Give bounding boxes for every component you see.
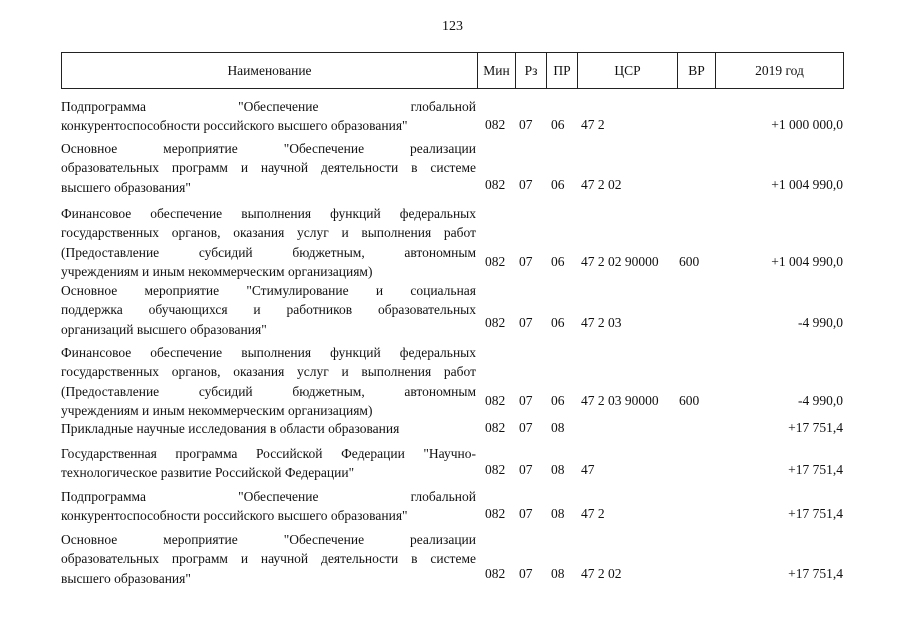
row-name-line: учреждениям и иным некоммерческим организациям) bbox=[61, 263, 373, 279]
row-name-line: конкурентоспособности российского высшего образования" bbox=[61, 508, 408, 524]
row-name-line: образовательных программ и научной деятельности в системе bbox=[61, 551, 476, 567]
row-pr: 06 bbox=[551, 315, 565, 330]
row-name-line: Основное мероприятие "Стимулирование и социальная bbox=[61, 283, 476, 298]
row-name-line: высшего образования" bbox=[61, 570, 191, 586]
row-rz: 07 bbox=[519, 462, 533, 477]
row-csr: 47 2 bbox=[581, 117, 605, 132]
row-pr: 08 bbox=[551, 462, 565, 477]
row-rz: 07 bbox=[519, 254, 533, 269]
row-min: 082 bbox=[485, 254, 506, 269]
row-name-line: Финансовое обеспечение выполнения функций федеральных bbox=[61, 206, 476, 221]
row-min: 082 bbox=[485, 117, 506, 132]
row-csr: 47 2 02 bbox=[581, 177, 622, 192]
row-pr: 06 bbox=[551, 177, 565, 192]
row-name bbox=[61, 343, 476, 420]
row-csr: 47 2 02 bbox=[581, 566, 622, 581]
row-name-line: государственных органов, оказания услуг и выполнения работ bbox=[61, 364, 476, 380]
row-name bbox=[61, 530, 476, 588]
row-rz: 07 bbox=[519, 506, 533, 521]
column-header-vr: ВР bbox=[677, 53, 715, 88]
row-name bbox=[61, 281, 476, 339]
row-pr: 06 bbox=[551, 254, 565, 269]
row-vr: 600 bbox=[679, 393, 700, 408]
row-name-line: государственных органов, оказания услуг и выполнения работ bbox=[61, 225, 476, 241]
row-csr: 47 2 03 bbox=[581, 315, 622, 330]
table-header bbox=[61, 52, 844, 89]
row-rz: 07 bbox=[519, 117, 533, 132]
row-name bbox=[61, 139, 476, 197]
row-min: 082 bbox=[485, 420, 506, 435]
row-sum: -4 990,0 bbox=[798, 315, 843, 330]
row-name-line: Основное мероприятие "Обеспечение реализации bbox=[61, 141, 476, 156]
row-name-line: конкурентоспособности российского высшего образования" bbox=[61, 118, 408, 134]
row-sum: +17 751,4 bbox=[788, 420, 843, 435]
row-name-line: организаций высшего образования" bbox=[61, 321, 267, 337]
row-name bbox=[61, 97, 476, 136]
row-pr: 06 bbox=[551, 393, 565, 408]
row-sum: +17 751,4 bbox=[788, 566, 843, 581]
row-name-line: Основное мероприятие "Обеспечение реализации bbox=[61, 532, 476, 547]
row-rz: 07 bbox=[519, 566, 533, 581]
row-min: 082 bbox=[485, 177, 506, 192]
row-name-line: поддержка обучающихся и работников образовательных bbox=[61, 302, 476, 318]
row-csr: 47 2 02 90000 bbox=[581, 254, 659, 269]
row-rz: 07 bbox=[519, 177, 533, 192]
row-sum: +1 004 990,0 bbox=[771, 254, 843, 269]
row-rz: 07 bbox=[519, 315, 533, 330]
column-header-rz: Рз bbox=[515, 53, 546, 88]
row-min: 082 bbox=[485, 393, 506, 408]
row-name-line: (Предоставление субсидий бюджетным, автономным bbox=[61, 383, 476, 399]
row-sum: +17 751,4 bbox=[788, 462, 843, 477]
row-min: 082 bbox=[485, 315, 506, 330]
row-name bbox=[61, 204, 476, 281]
row-pr: 08 bbox=[551, 506, 565, 521]
column-header-pr: ПР bbox=[546, 53, 577, 88]
row-name-line: высшего образования" bbox=[61, 179, 191, 195]
row-pr: 08 bbox=[551, 420, 565, 435]
row-name-line: учреждениям и иным некоммерческим организациям) bbox=[61, 402, 373, 418]
row-name-line: Подпрограмма "Обеспечение глобальной bbox=[61, 489, 476, 504]
row-pr: 08 bbox=[551, 566, 565, 581]
row-csr: 47 bbox=[581, 462, 595, 477]
row-sum: +1 000 000,0 bbox=[771, 117, 843, 132]
column-header-name: Наименование bbox=[227, 63, 312, 78]
row-csr: 47 2 03 90000 bbox=[581, 393, 659, 408]
row-name-line: Прикладные научные исследования в области образования bbox=[61, 421, 400, 436]
row-sum: -4 990,0 bbox=[798, 393, 843, 408]
row-pr: 06 bbox=[551, 117, 565, 132]
row-rz: 07 bbox=[519, 393, 533, 408]
row-name bbox=[61, 487, 476, 526]
row-name bbox=[61, 444, 476, 483]
row-csr: 47 2 bbox=[581, 506, 605, 521]
row-name-line: технологическое развитие Российской Федерации" bbox=[61, 465, 355, 481]
row-name-line: образовательных программ и научной деятельности в системе bbox=[61, 160, 476, 176]
row-name bbox=[61, 419, 476, 438]
row-name-line: (Предоставление субсидий бюджетным, автономным bbox=[61, 244, 476, 260]
row-rz: 07 bbox=[519, 420, 533, 435]
page-number: 123 bbox=[442, 19, 463, 34]
row-vr: 600 bbox=[679, 254, 700, 269]
row-min: 082 bbox=[485, 566, 506, 581]
column-header-year: 2019 год bbox=[715, 53, 843, 88]
row-min: 082 bbox=[485, 506, 506, 521]
row-min: 082 bbox=[485, 462, 506, 477]
row-name-line: Подпрограмма "Обеспечение глобальной bbox=[61, 99, 476, 114]
row-name-line: Финансовое обеспечение выполнения функций федеральных bbox=[61, 345, 476, 360]
column-header-min: Мин bbox=[477, 53, 515, 88]
row-name-line: Государственная программа Российской Федерации "Научно- bbox=[61, 446, 476, 461]
column-header-csr: ЦСР bbox=[577, 53, 677, 88]
row-sum: +17 751,4 bbox=[788, 506, 843, 521]
row-sum: +1 004 990,0 bbox=[771, 177, 843, 192]
